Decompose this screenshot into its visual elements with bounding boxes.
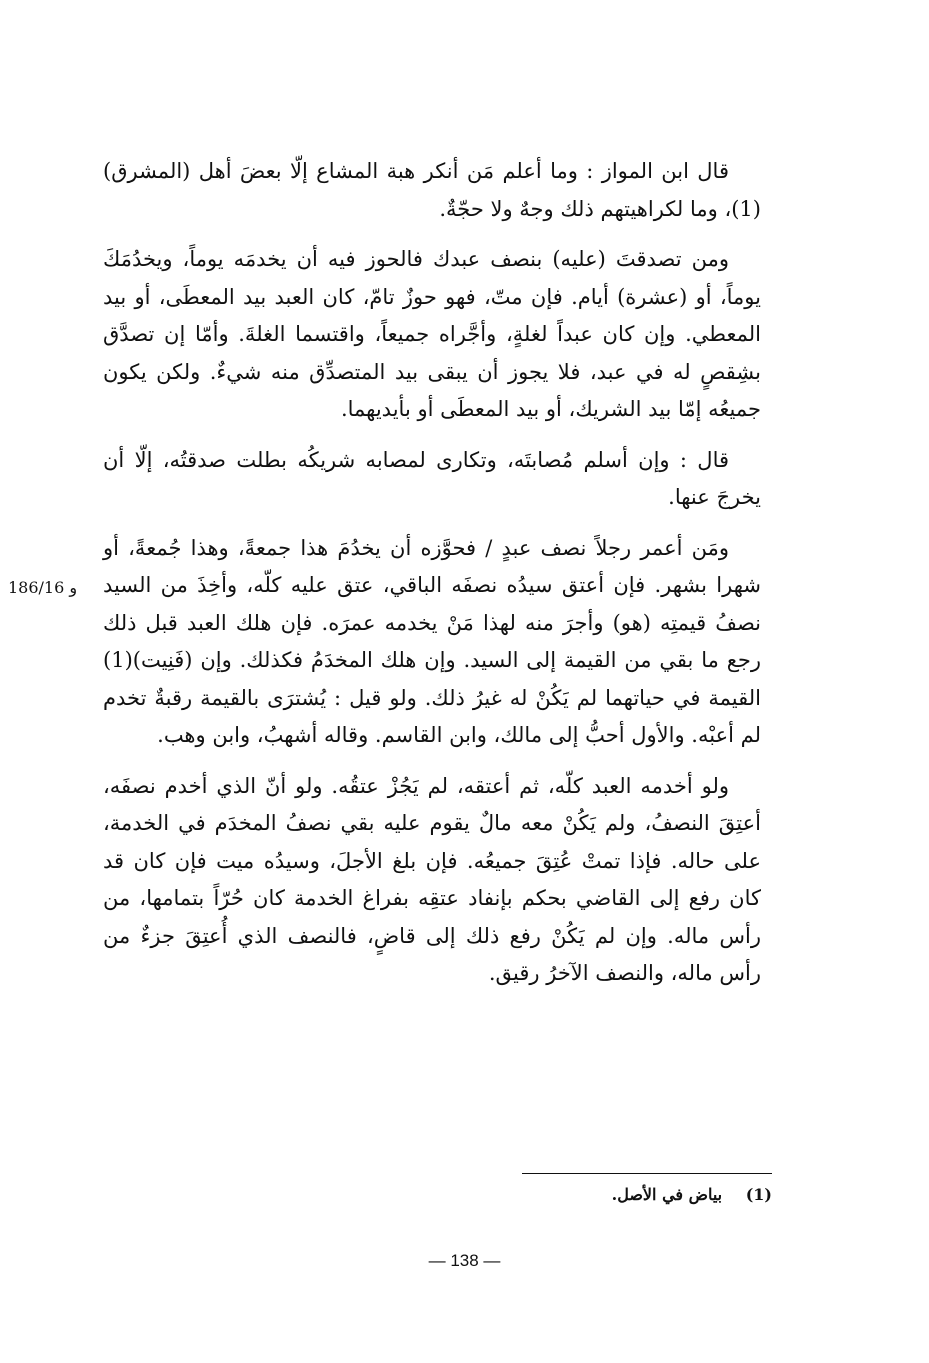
- footnote: [400, 1183, 772, 1207]
- paragraph-1: قال ابن المواز : وما أعلم مَن أنكر هبة المشاع إلّا بعضَ أهل (المشرق)(1)، وما لكراهيتهم ذلك وجهٌ ولا حجّةٌ.: [103, 159, 761, 221]
- margin-folio-reference: 186/16 و: [8, 578, 78, 597]
- paragraph-3: قال : وإن أسلم مُصابتَه، وتكارى لمصابه شريكُه بطلت صدقتُه، إلّا أن يخرجَ عنها.: [103, 447, 761, 509]
- footnote-text: بياض في الأصل.: [611, 1185, 723, 1204]
- footnote-number: (1): [745, 1185, 772, 1204]
- footnote-divider: [522, 1173, 772, 1174]
- main-text: [103, 153, 761, 1006]
- paragraph-2: ومن تصدقتَ (عليه) بنصف عبدك فالحوز فيه أن يخدمَه يوماً، ويخدُمَكَ يوماً، أو (عشرة) أيام. فإن متّ، فهو حوزٌ تامّ، كان العبد بيد المعطَى، أو بيد المعطي. وإن كان عبداً لغلةٍ، وأجَّراه جميعاً، واقتسما الغلةَ. وأمّا إن تصدَّق بشِقصٍ له في عبد، فلا يجوز أن يبقى بيد المتصدِّق منه شيءٌ. ولكن يكون جميعُه إمّا بيد الشريك، أو بيد المعطَى أو بأيديهما.: [103, 247, 761, 421]
- paragraph-4: ومَن أعمر رجلاً نصف عبدٍ / فحوَّزه أن يخدُمَ هذا جمعةً، وهذا جُمعةً، أو شهرا بشهر. فإن أعتق سيدُه نصفَه الباقي، عتق عليه كلّه، وأخِذَ من السيد نصفُ قيمتِه (هو) وأجرَ منه لهذا مَنْ يخدمه عمرَه. فإن هلك العبد قبل ذلك رجع ما بقي من القيمة إلى السيد. وإن هلك المخدَمُ فكذلك. وإن (فَنِيت)(1) القيمة في حياتهما لم يَكُنْ له غيرُ ذلك. ولو قيل : يُشترَى بالقيمة رقبةٌ تخدم لم أعبْه. والأول أحبُّ إلى مالك، وابن القاسم. وقاله أشهبُ، وابن وهب.: [103, 535, 761, 747]
- paragraph-5: ولو أخدمه العبد كلّه، ثم أعتقه، لم يَجُزْ عتقُه. ولو أنّ الذي أخدم نصفَه، أعتِقَ النصفُ، ولم يَكُنْ معه مالٌ يقوم عليه بقي نصفُ المخدَم في الخدمة، على حاله. فإذا تمتْ عُتِقَ جميعُه. فإن بلغ الأجلَ، وسيدُه ميت فإن كان قد كان رفع إلى القاضي بحكم بإنفاد عتقِه بفراغ الخدمة كان حُرّاً بتمامها، من رأس ماله. وإن لم يَكُنْ رفع ذلك إلى قاضٍ، فالنصف الذي أُعتِقَ جزءٌ من رأس ماله، والنصف الآخرُ رقيق.: [103, 773, 761, 985]
- page-number: — 138 —: [428, 1251, 501, 1270]
